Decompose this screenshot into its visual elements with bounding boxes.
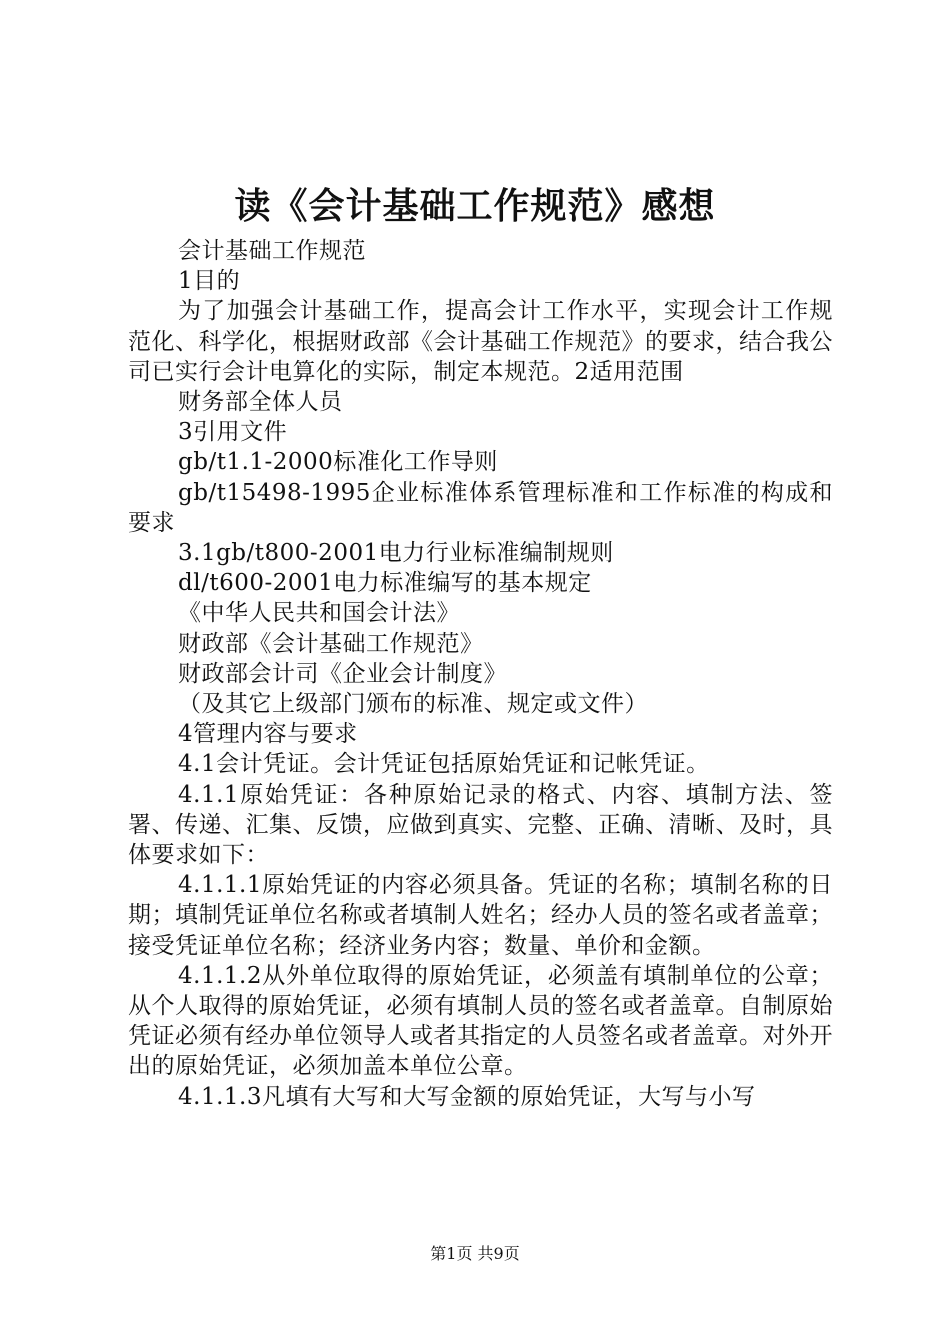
paragraph: 为了加强会计基础工作，提高会计工作水平，实现会计工作规范化、科学化，根据财政部《会计基础工作规范》的要求，结合我公司已实行会计电算化的实际，制定本规范。2适用范围 xyxy=(128,298,833,385)
paragraph: 4.1会计凭证。会计凭证包括原始凭证和记帐凭证。 xyxy=(178,751,710,778)
paragraph: 《中华人民共和国会计法》 xyxy=(178,600,460,627)
paragraph: 3引用文件 xyxy=(178,419,288,446)
paragraph: 会计基础工作规范 xyxy=(178,238,366,264)
paragraph: （及其它上级部门颁布的标准、规定或文件） xyxy=(178,691,648,718)
document-body xyxy=(128,236,833,1112)
paragraph: gb/t1.1-2000标准化工作导则 xyxy=(178,449,498,476)
paragraph: dl/t600-2001电力标准编写的基本规定 xyxy=(178,570,592,597)
page-footer: 第1页 共9页 xyxy=(430,1244,520,1263)
document-title: 读《会计基础工作规范》感想 xyxy=(234,186,716,227)
paragraph: 4管理内容与要求 xyxy=(178,721,358,748)
paragraph: 财政部《会计基础工作规范》 xyxy=(178,630,484,657)
paragraph: 财务部全体人员 xyxy=(178,389,343,416)
paragraph: 4.1.1.3凡填有大写和大写金额的原始凭证，大写与小写 xyxy=(178,1083,756,1110)
paragraph: 4.1.1.1原始凭证的内容必须具备。凭证的名称；填制名称的日期；填制凭证单位名称或者填制人姓名；经办人员的签名或者盖章；接受凭证单位名称；经济业务内容；数量、单价和金额。 xyxy=(128,872,833,959)
paragraph: 财政部会计司《企业会计制度》 xyxy=(178,660,507,687)
paragraph: 4.1.1.2从外单位取得的原始凭证，必须盖有填制单位的公章；从个人取得的原始凭证，必须有填制人员的签名或者盖章。自制原始凭证必须有经办单位领导人或者其指定的人员签名或者盖章。对外开出的原始凭证，必须加盖本单位公章。 xyxy=(128,962,833,1080)
paragraph: 3.1gb/t800-2001电力行业标准编制规则 xyxy=(178,540,614,567)
paragraph: gb/t15498-1995企业标准体系管理标准和工作标准的构成和要求 xyxy=(128,479,833,536)
paragraph: 4.1.1原始凭证：各种原始记录的格式、内容、填制方法、签署、传递、汇集、反馈，应做到真实、完整、正确、清晰、及时，具体要求如下： xyxy=(128,781,833,869)
paragraph: 1目的 xyxy=(178,268,241,295)
